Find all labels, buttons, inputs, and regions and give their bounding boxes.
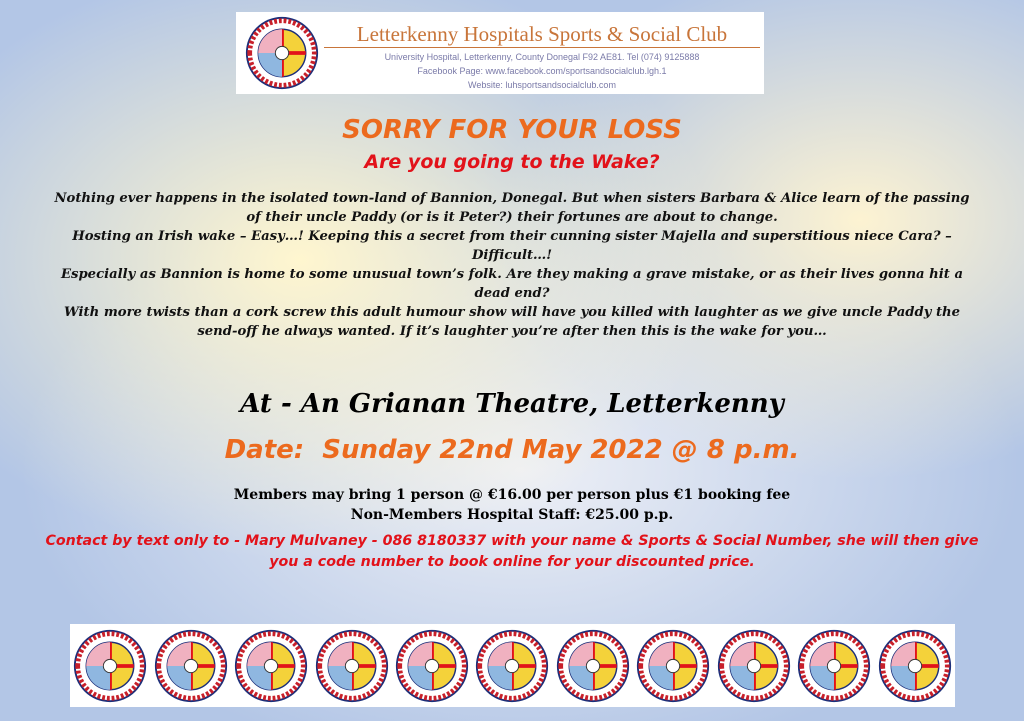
club-website: Website: luhsportsandsocialclub.com bbox=[468, 80, 616, 90]
event-subtitle: Are you going to the Wake? bbox=[364, 151, 660, 173]
club-logo-icon bbox=[716, 628, 792, 704]
description-paragraph: With more twists than a cork screw this adult humour show will have you killed with laughter as we give uncle Paddy the send-off he always wanted. If it’s laughter you’re after then this is the wake for you… bbox=[63, 305, 961, 339]
club-logo-icon bbox=[233, 628, 309, 704]
ticket-prices bbox=[0, 485, 1024, 525]
event-date: Date: Sunday 22nd May 2022 @ 8 p.m. bbox=[224, 435, 800, 465]
club-logo-icon bbox=[635, 628, 711, 704]
club-logo-icon bbox=[796, 628, 872, 704]
club-logo-icon bbox=[877, 628, 953, 704]
description-paragraph: Hosting an Irish wake – Easy…! Keeping this a secret from their cunning sister Majella and superstitious niece Cara? – Difficult…! bbox=[72, 229, 952, 263]
event-title: SORRY FOR YOUR LOSS bbox=[342, 115, 682, 145]
contact-info: Contact by text only to - Mary Mulvaney - 086 8180337 with your name & Sports & Social Number, she will then give you a code number to book online for your discounted price. bbox=[45, 533, 979, 570]
event-description bbox=[48, 189, 976, 341]
club-facebook: Facebook Page: www.facebook.com/sportsandsocialclub.lgh.1 bbox=[417, 66, 667, 76]
club-name: Letterkenny Hospitals Sports & Social Club bbox=[324, 22, 760, 48]
members-price: Members may bring 1 person @ €16.00 per person plus €1 booking fee bbox=[233, 487, 791, 503]
non-members-price: Non-Members Hospital Staff: €25.00 p.p. bbox=[350, 507, 674, 523]
logo-strip bbox=[70, 624, 955, 707]
description-paragraph: Nothing ever happens in the isolated town-land of Bannion, Donegal. But when sisters Barbara & Alice learn of the passing of their uncle Paddy (or is it Peter?) their fortunes are about to change. bbox=[54, 191, 970, 225]
club-logo-icon bbox=[474, 628, 550, 704]
club-logo-icon bbox=[153, 628, 229, 704]
club-logo-icon bbox=[555, 628, 631, 704]
club-logo-icon bbox=[314, 628, 390, 704]
club-address: University Hospital, Letterkenny, County Donegal F92 AE81. Tel (074) 9125888 bbox=[384, 52, 700, 62]
header-banner bbox=[236, 12, 764, 94]
club-logo-icon bbox=[72, 628, 148, 704]
club-logo-icon bbox=[394, 628, 470, 704]
club-logo-icon bbox=[244, 15, 320, 91]
event-venue: At - An Grianan Theatre, Letterkenny bbox=[240, 389, 784, 419]
description-paragraph: Especially as Bannion is home to some unusual town’s folk. Are they making a grave mistake, or as their lives gonna hit a dead end? bbox=[60, 267, 963, 301]
